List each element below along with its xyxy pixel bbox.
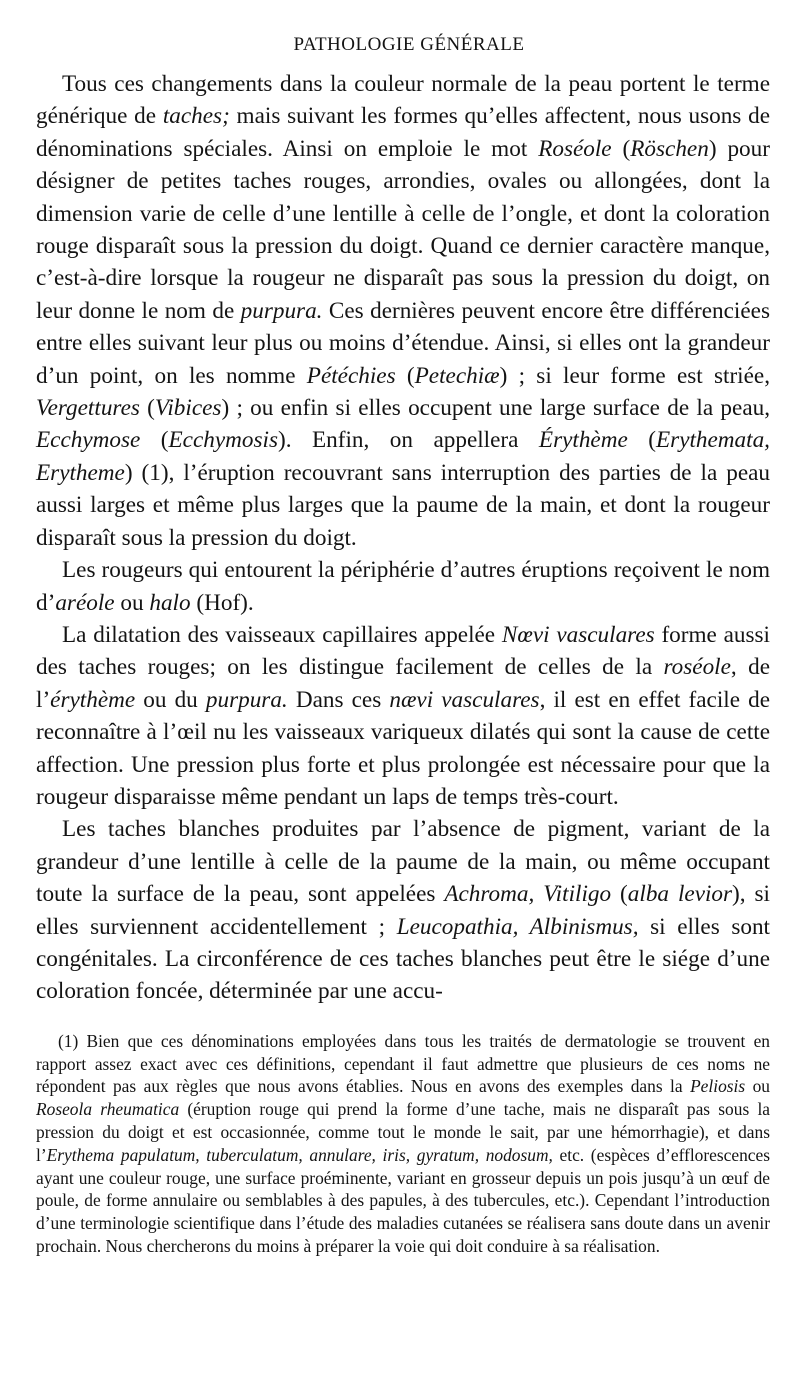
text-run: Les taches blanches produites par l’absence de pigment, variant de la grandeur d’une lentille à celle de la paume de la main, ou même occupant toute la surface de la peau, sont appelées (36, 816, 770, 908)
italic-term: alba levior (627, 881, 733, 908)
text-run: ou (114, 589, 150, 616)
italic-term: Erythema papulatum, tuberculatum, annulare, iris, gyratum, nodosum, (46, 1144, 553, 1165)
italic-term: roséole (663, 654, 731, 681)
text-run: ( (627, 427, 656, 454)
italic-term: taches; (162, 103, 230, 130)
italic-term: purpura. (205, 686, 288, 713)
paragraph-taches (36, 68, 770, 554)
text-run: ) ; si leur forme est striée, (499, 362, 770, 389)
italic-term: Pétéchies (306, 362, 396, 389)
text-run: ). Enfin, on appellera (277, 427, 539, 454)
main-text (36, 68, 770, 1008)
text-run: si elles sont congénitales. La circonférence de ces taches blanches peut être le siége d’une coloration foncée, déterminée par une accu- (36, 913, 770, 1005)
italic-term: Nœvi vasculares (501, 621, 655, 648)
italic-term: Roséole (538, 135, 612, 162)
footnote (36, 1030, 770, 1258)
italic-term: Érythème (538, 427, 628, 454)
text-run: La dilatation des vaisseaux capillaires appelée (62, 621, 502, 648)
text-run: ) ; ou enfin si elles occupent une large surface de la peau, (221, 395, 770, 422)
italic-term: érythème (50, 686, 136, 713)
text-run: Ces dernières peuvent encore être différenciées entre elles suivant leur plus ou moins d’étendue. Ainsi, si elles ont la grandeur d’un point, on les nomme (36, 297, 770, 389)
text-run: ou (745, 1076, 770, 1097)
text-run: (Hof). (190, 589, 254, 616)
italic-term: Vergettures (36, 395, 140, 422)
text-run: ( (395, 362, 415, 389)
footnote-text (36, 1030, 770, 1258)
italic-term: aréole (55, 589, 115, 616)
italic-term: Leucopathia, Albinismus, (396, 913, 639, 940)
italic-term: Roseola rheumatica (36, 1099, 180, 1120)
italic-term: purpura. (240, 297, 323, 324)
text-run: Les rougeurs qui entourent la périphérie d’autres éruptions reçoivent le nom d’ (36, 557, 770, 616)
text-run: ) pour désigner de petites taches rouges, arrondies, ovales ou allongées, dont la dimension varie de celle d’une lentille à celle de l’ongle, et dont la coloration rouge disparaît sous la pression du doigt. Quand ce dernier caractère manque, c’est-à-dire lorsque la rougeur ne disparaît pas sous la pression du doigt, on leur donne le nom de (36, 135, 770, 324)
text-run: ( (611, 135, 631, 162)
italic-term: Röschen (630, 135, 709, 162)
text-run: ( (140, 427, 169, 454)
italic-term: Achroma, Vitiligo (444, 881, 612, 908)
text-run: (1) Bien que ces dénominations employées dans tous les traités de dermatologie se trouvent en rapport assez exact avec ces définitions, cependant il faut admettre que plusieurs de ces noms ne répondent pas aux règles que nous avons établies. Nous en avons des exemples dans la (36, 1030, 770, 1097)
paragraph-taches-blanches (36, 813, 770, 1007)
italic-term: Peliosis (690, 1076, 746, 1097)
text-run: , il est en effet facile de reconnaître à l’œil nu les vaisseaux variqueux dilatés qui sont la cause de cette affection. Une pression plus forte et plus prolongée est nécessaire pour que la rougeur disparaisse même pendant un laps de temps très-court. (36, 686, 771, 810)
text-run: etc. (espèces d’efflorescences ayant une couleur rouge, une surface proéminente, variant en grosseur depuis un pois jusqu’à un œuf de poule, de forme annulaire ou semblables à des papules, à des tubercules, etc.). Cependant l’introduction d’une terminologie scientifique dans l’étude des maladies cutanées se réalisera sans doute dans un avenir prochain. Nous chercherons du moins à préparer la voie qui doit conduire à sa réalisation. (36, 1144, 770, 1256)
text-run: Dans ces (287, 686, 390, 713)
text-run: , de l’ (36, 654, 770, 713)
italic-term: Ecchymose (36, 427, 141, 454)
italic-term: halo (149, 589, 191, 616)
running-header: PATHOLOGIE GÉNÉRALE (293, 34, 525, 55)
italic-term: Ecchymosis (168, 427, 278, 454)
text-run: ) (1), l’éruption recouvrant sans interruption des parties de la peau aussi larges et même plus larges que la paume de la main, et dont la rougeur disparaît sous la pression du doigt. (36, 459, 770, 551)
text-run: Tous ces changements dans la couleur normale de la peau portent le terme générique de (36, 71, 770, 130)
text-run: mais suivant les formes qu’elles affectent, nous usons de dénominations spéciales. Ainsi on emploie le mot (36, 103, 770, 162)
italic-term: Erythemata, Erytheme (36, 427, 770, 486)
text-run: (éruption rouge qui prend la forme d’une tache, mais ne disparaît pas sous la pression du doigt et est occasionnée, comme tout le monde le sait, par une hémorrhagie), et dans l’ (36, 1099, 770, 1165)
text-run: forme aussi des taches rouges; on les distingue facilement de celles de la (36, 621, 770, 681)
italic-term: nævi vasculares (389, 686, 540, 713)
italic-term: Petechiæ (414, 362, 500, 389)
text-run: ( (611, 881, 628, 908)
text-run: ou du (135, 686, 206, 713)
paragraph-naevi (36, 619, 770, 813)
italic-term: Vibices (154, 395, 222, 422)
text-run: ), si elles surviennent accidentellement ; (36, 881, 770, 940)
text-run: ( (139, 395, 155, 422)
paragraph-areole (36, 554, 770, 619)
